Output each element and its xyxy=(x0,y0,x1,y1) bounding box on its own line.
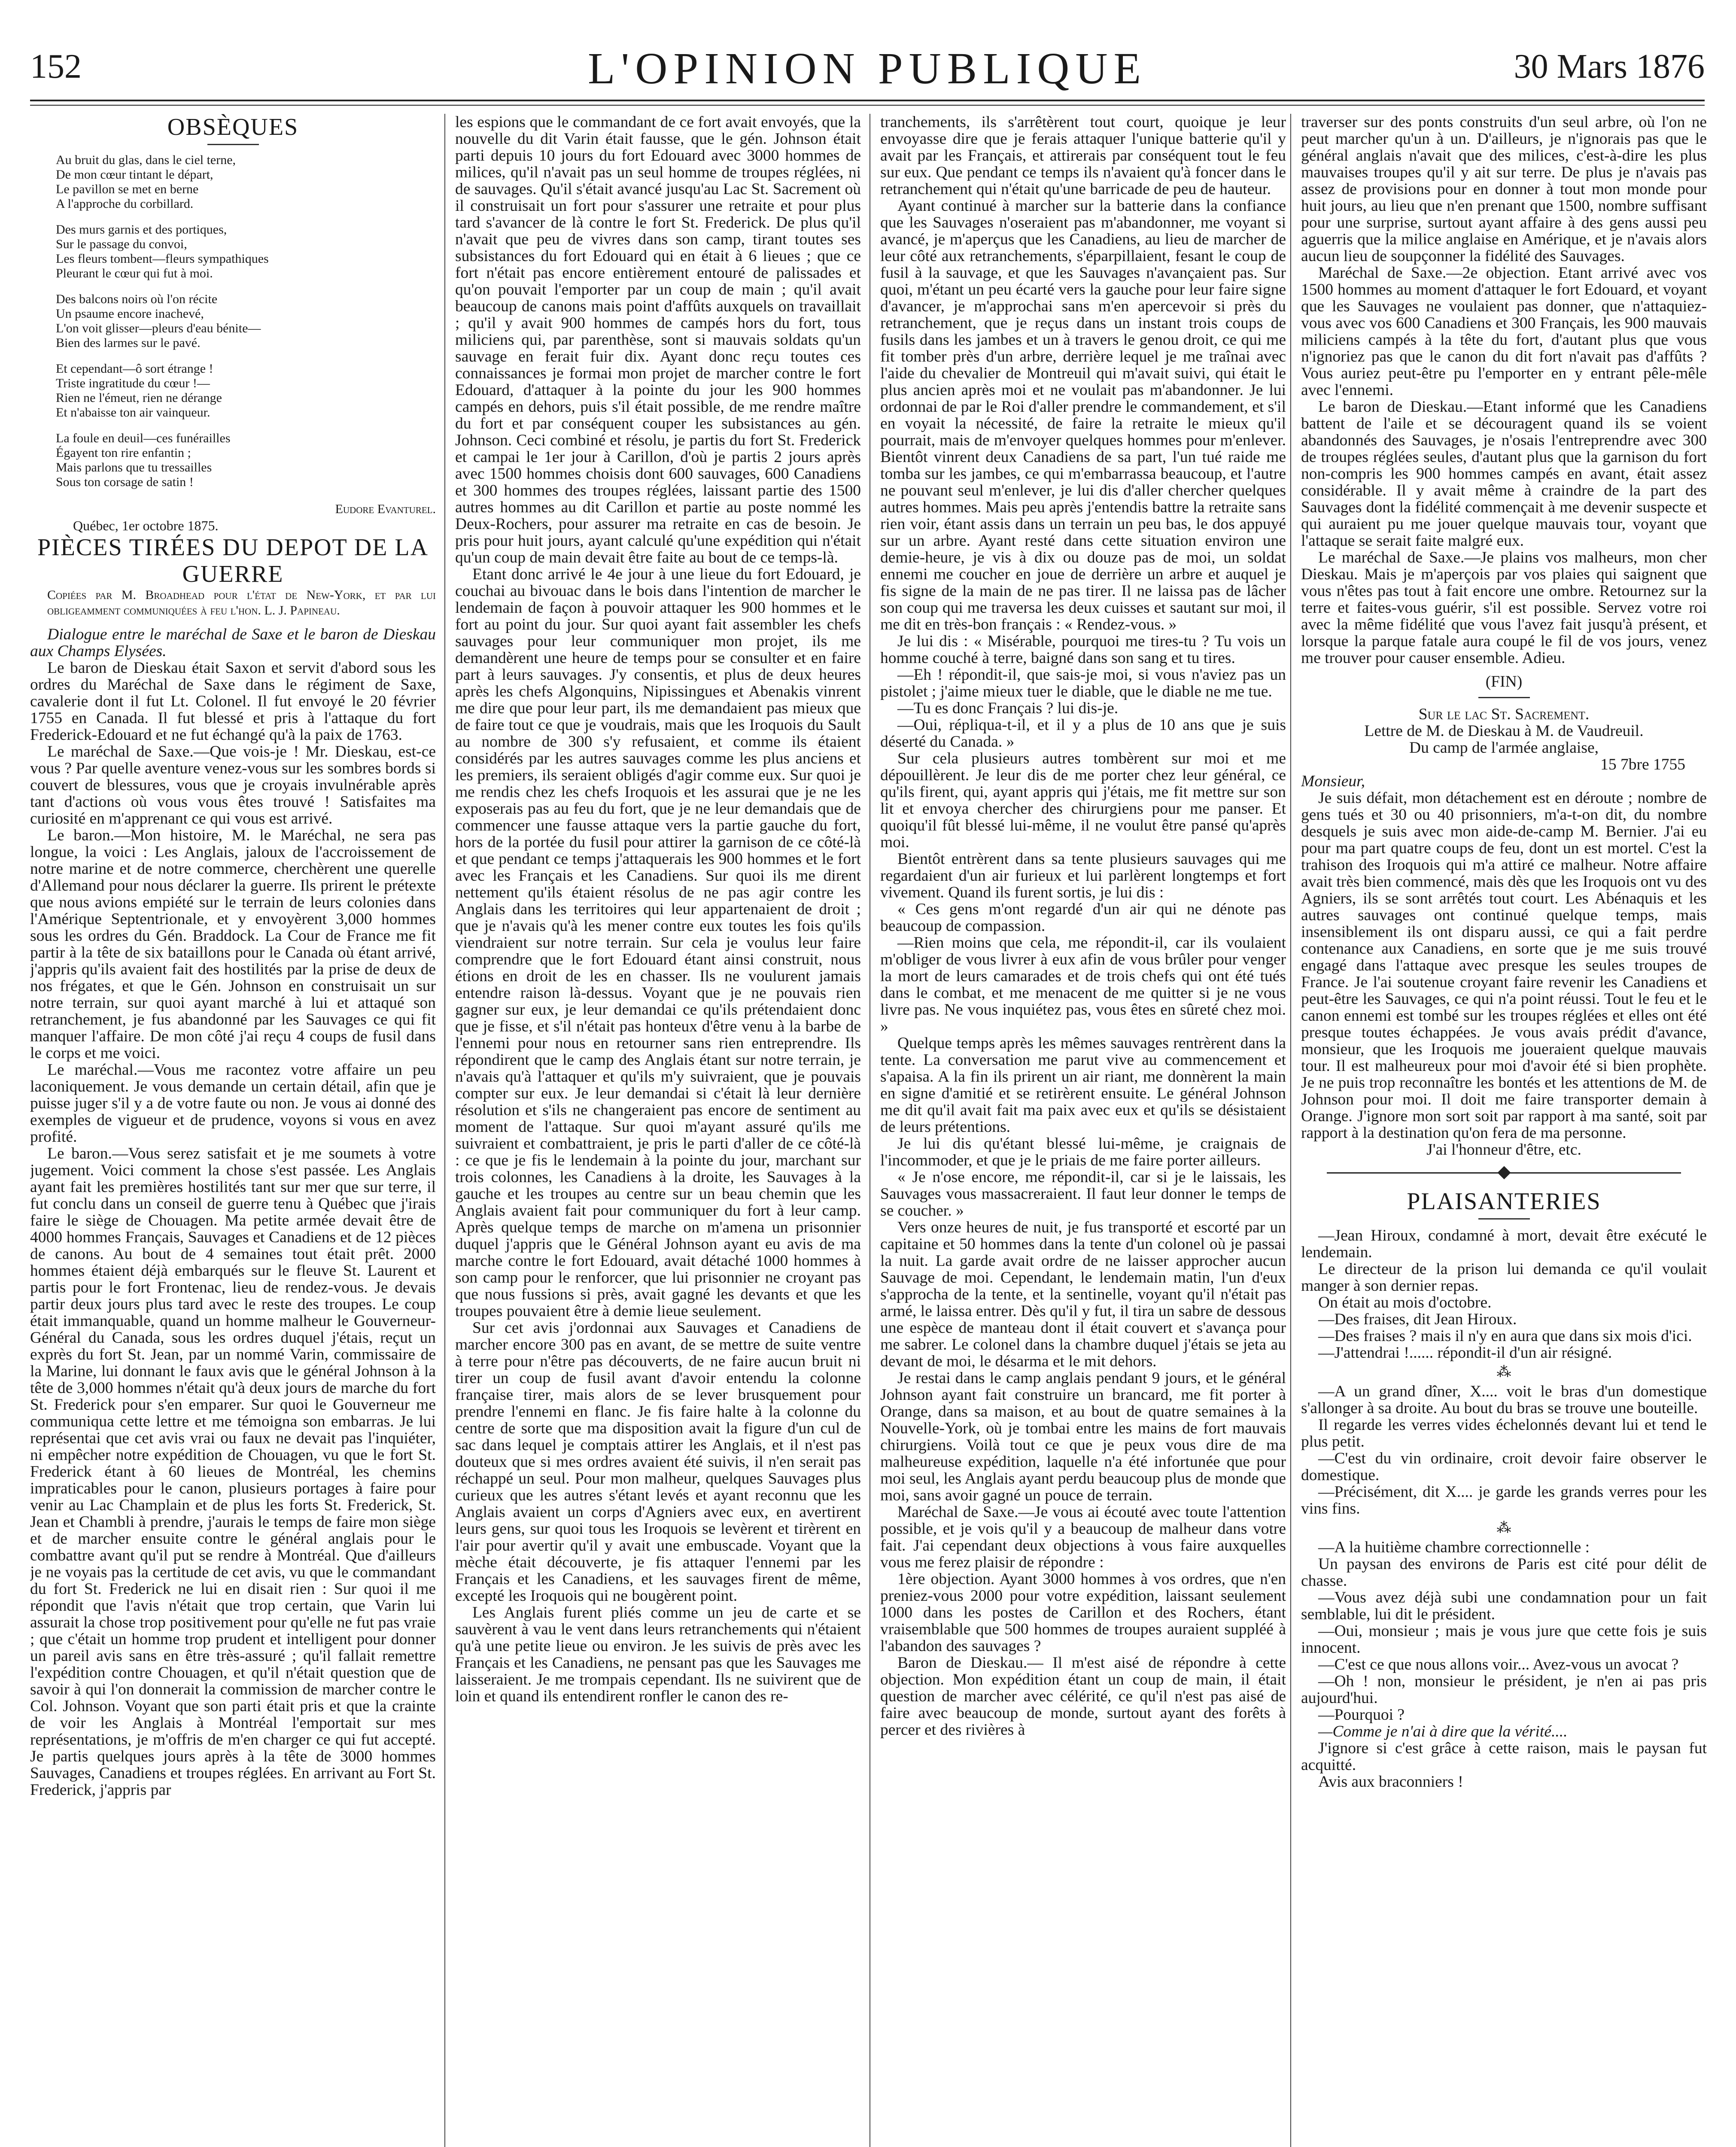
ornamental-divider xyxy=(1301,1167,1707,1180)
issue-date: 30 Mars 1876 xyxy=(1514,48,1705,85)
poem-stanza xyxy=(56,431,436,490)
column-divider xyxy=(444,114,445,2147)
poem xyxy=(30,153,436,490)
poem-dateline: Québec, 1er octobre 1875. xyxy=(73,518,219,533)
joke-paragraph: —Des fraises ? mais il n'y en aura que dans six mois d'ici. xyxy=(1318,1327,1692,1345)
letter-date: 15 7bre 1755 xyxy=(1600,756,1685,773)
poem-line: Sous ton corsage de satin ! xyxy=(56,475,194,489)
article-paragraph: tranchements, ils s'arrêtèrent tout court, quoique je leur envoyasse dire que je ferais attaquer l'unique batterie qu'il y avait par les Français, et attirerais par conséquent tout le feu sur eux. Que pendant ce temps ils n'avaient qu'à foncer dans le retranchement qui n'était qu'une barricade de peu de hauteur. xyxy=(880,114,1286,198)
article-paragraph: Maréchal de Saxe.—2e objection. Etant arrivé avec vos 1500 hommes au moment d'attaquer le fort Edouard, et voyant que les Sauvages ne voulaient pas donner, que n'attaquiez-vous avec vos 600 Canadiens et 300 Français, les 900 mauvais miliciens campés à la tête du fort, d'autant plus que vous n'ignoriez pas que le canon du dit fort n'avait pas d'affûts ? Vous auriez peut-être pu l'emporter en y entrant pêle-mêle avec l'ennemi. xyxy=(1301,264,1707,399)
article-paragraph: Le baron.—Vous serez satisfait et je me soumets à votre jugement. Voici comment la chose s'est passée. Les Anglais ayant fait les premières hostilités tant sur mer que sur terre, il fut conclu dans un conseil de guerre tenu à Québec que j'irais faire le siège de Chouagen. Ma petite armée devait être de 4000 hommes Français, Sauvages et Canadiens et de 12 pièces de canons. Au bout de 4 semaines tout était prêt. 2000 hommes étaient déjà embarqués sur le fleuve St. Laurent et partis pour le fort Frontenac, lieu de rendez-vous. Je devais partir deux jours plus tard avec le reste des troupes. Le coup était immanquable, quand un homme malheur le Gouverneur-Général du Canada, sous les ordres duquel j'étais, reçut un exprès du fort St. Jean, par un nommé Varin, commissaire de la Marine, lui donnant le faux avis que le général Johnson à la tête de 3,000 hommes n'était qu'à deux jours de marche du fort St. Frederick pour s'en emparer. Sur quoi le Gouverneur me communiqua cette lettre et me témoigna son embarras. Je lui représentai que cet avis vrai ou faux ne devait pas l'inquiéter, ni empêcher notre expédition de Chouagen, vu que le fort St. Frederick étant à 60 lieues de Montréal, les chemins impraticables pour le canon, plusieurs portages à faire pour venir au Lac Champlain et de plus les forts St. Frederick, St. Jean et Chambli à prendre, j'aurais le temps de faire mon siège et de marcher ensuite contre le général anglais pour le combattre avant qu'il put se rendre à Montréal. Que d'ailleurs je ne voyais pas la certitude de cet avis, vu que le commandant du fort St. Frederick ne lui en disait rien : Sur quoi il me répondit que l'avis n'était que trop certain, que Varin lui assurait la chose trop positivement pour qu'elle ne fut pas vraie ; que c'était un homme trop prudent et intelligent pour donner un pareil avis sans en être très-assuré ; qu'il fallait remettre l'expédition contre Chouagen, et qu'il n'était question que de savoir à qui l'on donnerait la commission de marcher contre le Col. Johnson. Voyant que son parti était pris et que la crainte de voir les Anglais à Montréal l'emportait sur mes représentations, je m'offris de m'en charger ce qui fut accepté. Je partis quelques jours après à la tête de 3000 hommes Sauvages, Canadiens et troupes réglées. En arrivant au Fort St. Frederick, j'appris par xyxy=(30,1145,436,1799)
header-rule-thin xyxy=(30,105,1705,106)
joke-paragraph: Avis aux braconniers ! xyxy=(1318,1773,1463,1791)
poem-line: Un psaume encore inachevé, xyxy=(56,307,204,321)
poem-stanza xyxy=(56,222,436,281)
column-1 xyxy=(30,114,436,2147)
poem-line: Rien ne l'émeut, rien ne dérange xyxy=(56,391,222,405)
poem-line: De mon cœur tintant le départ, xyxy=(56,167,213,182)
column-2 xyxy=(455,114,861,2147)
joke-paragraph: —C'est du vin ordinaire, croit devoir faire observer le domestique. xyxy=(1301,1450,1707,1484)
asterism: ⁂ xyxy=(1496,1364,1511,1380)
article-paragraph: Sur cet avis j'ordonnai aux Sauvages et Canadiens de marcher encore 300 pas en avant, de se mettre de suite ventre à terre pour n'être pas découverts, de ne faire aucun bruit ni tirer un coup de fusil avant d'avoir entendu la colonne française tirer, mais alors de se lever brusquement pour prendre l'ennemi en flanc. Je fis faire halte à la colonne du centre de sorte que ma disposition avait la figure d'un cul de sac dans lequel je comptais attirer les Anglais, et il n'est pas douteux que si mes ordres avaient été suivis, il n'en serait pas réchappé un seul. Pour mon malheur, quelques Sauvages plus curieux que les autres s'étant levés et ayant reconnu que les Anglais avaient un corps d'Agniers avec eux, en avertirent leurs gens, sur quoi tous les Iroquois se levèrent et tirèrent en l'air pour avertir qu'il y avait une embuscade. Voyant que la mèche était découverte, je fis attaquer l'ennemi par les Français et les Canadiens, et les sauvages firent de même, excepté les Iroquois qui ne bougèrent point. xyxy=(455,1319,861,1605)
column-divider xyxy=(1290,114,1291,2147)
article-paragraph: Ayant continué à marcher sur la batterie dans la confiance que les Sauvages n'oseraient pas m'abandonner, me voyant si avancé, je m'aperçus que les Canadiens, au lieu de marcher de leur côté aux retranchements, s'éparpillaient, fesant le coup de fusil à la sauvage, et que les Sauvages n'avançaient pas. Sur quoi, m'étant un peu écarté vers la gauche pour leur faire signe d'avancer, je m'approchai sans m'en apercevoir si près du retranchement, que je reçus dans un instant trois coups de fusils dans les jambes et un à travers le genou droit, ce qui me fit tomber près d'un arbre, derrière lequel je me traînai avec l'aide du chevalier de Montreuil qui m'avait suivi, qui était le plus ancien après moi et ne voulait pas m'abandonner. Je lui ordonnai de par le Roi d'aller prendre le commandement, et s'il en voyait la nécessité, de faire la retraite le mieux qu'il pourrait, mais de m'envoyer quelques hommes pour m'enlever. Bientôt vinrent deux Canadiens de sa part, l'un tué raide me tomba sur les jambes, ce qui m'embarrassa beaucoup, et l'autre ne pouvant seul m'enlever, je lui dis d'aller chercher quelques autres hommes. Mais peu après j'entendis battre la retraite sans rien voir, étant assis dans un terrain un peu bas, le dos appuyé sur un arbre. Ayant resté dans cette situation environ une demie-heure, je vis à dix ou douze pas de moi, un soldat ennemi me coucher en joue de derrière un arbre et auquel je fis signe de la main de ne pas tirer. Il ne laissa pas de lâcher son coup qui me traversa les deux cuisses et sautant sur moi, il me dit en très-bon français : « Rendez-vous. » xyxy=(880,197,1286,633)
poem-line: Au bruit du glas, dans le ciel terne, xyxy=(56,153,236,167)
joke-paragraph: —Oui, monsieur ; mais je vous jure que cette fois je suis innocent. xyxy=(1301,1622,1707,1657)
poem-stanza xyxy=(56,292,436,350)
column-4 xyxy=(1301,114,1707,2147)
page-header xyxy=(30,39,1705,99)
joke-paragraph: —C'est ce que nous allons voir... Avez-vous un avocat ? xyxy=(1318,1656,1679,1673)
article-paragraph: —Oui, répliqua-t-il, et il y a plus de 10 ans que je suis déserté du Canada. » xyxy=(880,716,1286,751)
letter-place: Du camp de l'armée anglaise, xyxy=(1409,739,1599,757)
poem-line: Pleurant le cœur qui fut à moi. xyxy=(56,266,213,280)
poem-line: Sur le passage du convoi, xyxy=(56,237,187,251)
article-paragraph: Etant donc arrivé le 4e jour à une lieue du fort Edouard, je couchai au bivouac dans le bois dans l'intention de marcher le lendemain de façon à pouvoir attaquer les 900 hommes et le fort au point du jour. Sur quoi ayant fait assembler les chefs sauvages pour leur communiquer mon projet, ils me demandèrent une heure de temps pour se consulter et en faire part à leurs sauvages. J'y consentis, et plus de deux heures après les chefs Algonquins, Nipissingues et Abenakis vinrent me dire que pour leur part, ils me demandaient pas mieux que de faire tout ce que je voudrais, mais que les Iroquois du Sault au nombre de 300 s'y refusaient, et comme ils étaient considérés par les autres sauvages comme les plus anciens et les premiers, ils seraient obligés d'agir comme eux. Sur quoi je me rendis chez les chefs Iroquois et les assurai que je ne les exposerais pas au feu du fort, que je ne leur demandais que de commencer une fausse attaque vers la partie gauche du fort, hors de la portée du fusil pour attirer la garnison de ce côté-là et que pendant ce temps j'attaquerais les 900 hommes et le fort avec les Français et les Canadiens. Sur quoi ils me dirent nettement qu'ils étaient résolus de ne pas agir contre les Anglais dans les territoires qui leur appartenaient de droit ; que je n'avais qu'à les mener contre eux toutes les fois qu'ils viendraient sur notre terrain. Sur cela je voulus leur faire comprendre que le fort Edouard étant ainsi construit, nous étions en droit de les en chasser. Ils ne voulurent jamais entendre raison là-dessus. Voyant que je ne pouvais rien gagner sur eux, je leur demandai ce qu'ils prétendaient donc que je fisse, et s'il n'était pas honteux d'être venu à la barbe de l'ennemi pour nous en retourner sans rien entreprendre. Ils répondirent que le camp des Anglais étant sur notre terrain, je n'avais qu'à l'attaquer et qu'ils m'y suivraient, que je pouvais compter sur eux. Je leur demandai si c'était là leur dernière résolution et s'ils ne changeraient pas encore de sentiment au moment de l'attaque. Sur quoi m'ayant assuré qu'ils me suivraient et combattraient, je pris le parti d'aller de ce côté-là : ce que je fis le lendemain à la pointe du jour, marchant sur trois colonnes, les Canadiens à la droite, les Sauvages à la gauche et les troupes au centre sur un beau chemin que les Anglais avaient fait pour communiquer du fort à leur camp. Après quelque temps de marche on m'amena un prisonnier duquel j'appris que le Général Johnson ayant eu avis de ma marche contre le fort Edouard, avait détaché 1000 hommes à son camp pour le renforcer, que lui prisonnier ne croyant pas que nous fussions si près, avait gagné les devants et que les troupes pouvaient être à demie lieue seulement. xyxy=(455,566,861,1320)
article-paragraph: Dialogue entre le maréchal de Saxe et le baron de Dieskau aux Champs Elysées. xyxy=(30,626,436,660)
article-paragraph: Je lui dis : « Misérable, pourquoi me tires-tu ? Tu vois un homme couché à terre, baigné dans son sang et tu tires. xyxy=(880,633,1286,667)
joke-paragraph: —Des fraises, dit Jean Hiroux. xyxy=(1318,1311,1517,1328)
article-paragraph: traverser sur des ponts construits d'un seul arbre, où l'on ne peut marcher qu'un à un. D'ailleurs, je n'ignorais pas que le général anglais n'avait que des milices, c'est-à-dire les plus mauvaises troupes qu'il y ait sur terre. De plus je n'avais pas assez de provisions pour en donner à tout mon monde pour huit jours, au lieu que n'en prenant que 1500, nombre suffisant pour une surprise, surtout ayant affaire à des gens aussi peu aguerris que la milice anglaise en Amérique, et je n'avais alors aucun lieu de soupçonner la fidélité des Sauvages. xyxy=(1301,114,1707,265)
article-paragraph: Le baron de Dieskau était Saxon et servit d'abord sous les ordres du Maréchal de Saxe dans le régiment de Saxe, cavalerie dont il fut Lt. Colonel. Il fut envoyé le 20 février 1755 en Canada. Il fut blessé et pris à l'attaque du fort Frederick-Edouard et ne fut échangé qu'à la paix de 1763. xyxy=(30,659,436,744)
letter-heading: Sur le lac St. Sacrement. xyxy=(1418,706,1590,723)
article-paragraph: —Eh ! répondit-il, que sais-je moi, si vous n'aviez pas un pistolet ; j'aime mieux tuer le diable, que le diable ne me tue. xyxy=(880,666,1286,700)
poem-line: Bien des larmes sur le pavé. xyxy=(56,336,201,350)
article-paragraph: Le baron.—Mon histoire, M. le Maréchal, ne sera pas longue, la voici : Les Anglais, jaloux de l'accroissement de notre marine et de notre commerce, cherchèrent une querelle d'Allemand pour nous déclarer la guerre. Ils prirent le prétexte que nous avions empiété sur le terrain de leurs colonies dans l'Amérique Septentrionale, et y envoyèrent 3,000 hommes sous les ordres du Gén. Braddock. La Cour de France me fit partir à la tête de six bataillons pour le Canada où étant arrivé, j'appris qu'ils avaient fait des hostilités par la prise de deux de nos frégates, et que le Gén. Johnson en construisait un sur notre terrain, sur quoi ayant marché à lui et attaqué son retranchement, je fus abandonné par les Sauvages ce qui fit manquer l'affaire. De mon côté j'ai reçu 4 coups de fusil dans le corps et me voici. xyxy=(30,827,436,1062)
joke-paragraph: —Jean Hiroux, condamné à mort, devait être exécuté le lendemain. xyxy=(1301,1227,1707,1261)
poem-stanza xyxy=(56,153,436,211)
article-paragraph: Je lui dis qu'étant blessé lui-même, je craignais de l'incommoder, et que je le priais de me faire porter ailleurs. xyxy=(880,1135,1286,1169)
joke-paragraph: J'ignore si c'est grâce à cette raison, mais le paysan fut acquitté. xyxy=(1301,1739,1707,1774)
article-paragraph: Quelque temps après les mêmes sauvages rentrèrent dans la tente. La conversation me parut vive au commencement et s'apaisa. A la fin ils prirent un air riant, me donnèrent la main en signe d'amitié et se retirèrent ensuite. Le général Johnson me dit qu'il avait fait ma paix avec eux et qu'ils se désistaient de leurs prétentions. xyxy=(880,1034,1286,1136)
joke-paragraph: Il regarde les verres vides échelonnés devant lui et tend le plus petit. xyxy=(1301,1416,1707,1451)
end-marker: (FIN) xyxy=(1485,673,1523,690)
column-3 xyxy=(880,114,1286,2147)
plaisanteries-title: PLAISANTERIES xyxy=(1407,1188,1601,1215)
poem-signature: Eudore Evanturel. xyxy=(335,502,436,516)
header-rule-thick xyxy=(30,100,1705,101)
section-rule xyxy=(1478,697,1530,698)
poem-line: Et cependant—ô sort étrange ! xyxy=(56,362,213,376)
poem-line: A l'approche du corbillard. xyxy=(56,197,194,211)
letter-salutation: Monsieur, xyxy=(1301,772,1365,790)
journal-title: L'OPINION PUBLIQUE xyxy=(587,44,1147,93)
article-paragraph: « Je n'ose encore, me répondit-il, car si je le laissais, les Sauvages vous massacreraient. Il faut leur donner le temps de se coucher. » xyxy=(880,1168,1286,1219)
joke-paragraph: —J'attendrai !...... répondit-il d'un air résigné. xyxy=(1318,1344,1612,1362)
article-title: PIÈCES TIRÉES DU DEPOT DE LA GUERRE xyxy=(37,534,429,587)
poem-line: Des balcons noirs où l'on récite xyxy=(56,292,218,306)
poem-line: Des murs garnis et des portiques, xyxy=(56,222,227,237)
joke-paragraph: —Pourquoi ? xyxy=(1318,1706,1405,1724)
asterism: ⁂ xyxy=(1496,1520,1511,1536)
article-paragraph: Je restai dans le camp anglais pendant 9 jours, et le général Johnson ayant fait construire un brancard, me fit porter à Orange, dans sa maison, et au bout de quatre semaines à la Nouvelle-York, où je tombai entre les mains de fort mauvais chirurgiens. Voilà tout ce que je peux vous dire de ma malheureuse expédition, laquelle n'a été infortunée que pour moi seul, les Anglais ayant perdu beaucoup plus de monde que moi, sans avoir gagné un pouce de terrain. xyxy=(880,1369,1286,1504)
joke-paragraph: —A un grand dîner, X.... voit le bras d'un domestique s'allonger à sa droite. Au bout du bras se trouve une bouteille. xyxy=(1301,1383,1707,1417)
poem-line: Le pavillon se met en berne xyxy=(56,182,199,196)
poem-line: L'on voit glisser—pleurs d'eau bénite— xyxy=(56,321,261,335)
joke-paragraph: Le directeur de la prison lui demanda ce qu'il voulait manger à son dernier repas. xyxy=(1301,1260,1707,1295)
article-paragraph: Maréchal de Saxe.—Je vous ai écouté avec toute l'attention possible, et je vois qu'il y a beaucoup de malheur dans votre fait. J'ai cependant deux objections à vous faire auxquelles vous me ferez plaisir de répondre : xyxy=(880,1503,1286,1571)
joke-paragraph: —Vous avez déjà subi une condamnation pour un fait semblable, lui dit le président. xyxy=(1301,1589,1707,1623)
letter-body: Je suis défait, mon détachement est en déroute ; nombre de gens tués et 30 ou 40 prisonniers, m'a-t-on dit, du nombre desquels je suis avec mon aide-de-camp M. Bernier. J'ai eu pour ma part quatre coups de feu, dont un est mortel. C'est la trahison des Iroquois qui m'a attiré ce malheur. Notre affaire avait très bien commencé, mais dès que les Iroquois ont vu des Agniers, ils se sont arrêtés tout court. Les Abénaquis et les autres sauvages ont continué quelque temps, mais insensiblement ils ont disparu aussi, ce qui a fait perdre contenance aux Canadiens, en sorte que je me suis trouvé engagé dans l'attaque avec presque les seules troupes de France. Je l'ai soutenue croyant faire revenir les Canadiens et peut-être les Sauvages, ce qui n'a point réussi. Tout le feu et le canon ennemi est tombé sur les troupes réglées et elles ont été presque toutes échappées. Je vous avais prédit d'avance, monsieur, que les Iroquois me joueraient quelque mauvais tour. Il est malheureux pour moi d'avoir été si bien prophète. Je ne puis trop reconnaître les bontés et les attentions de M. de Johnson pour moi. Il doit me faire transporter demain à Orange. J'ignore mon sort soit par rapport à ma santé, soit par rapport à la destination qu'on fera de ma personne. xyxy=(1301,789,1707,1142)
letter-closing: J'ai l'honneur d'être, etc. xyxy=(1426,1141,1581,1159)
title-rule xyxy=(1478,1218,1530,1219)
article-source-note: Copiées par M. Broadhead pour l'état de New-York, et par lui obligeamment communiquées à feu l'hon. L. J. Papineau. xyxy=(47,588,436,617)
letter-subtitle: Lettre de M. de Dieskau à M. de Vaudreuil. xyxy=(1364,722,1644,740)
article-paragraph: —Tu es donc Français ? lui dis-je. xyxy=(897,699,1119,717)
poem-line: Triste ingratitude du cœur !— xyxy=(56,376,210,390)
article-paragraph: Le maréchal de Saxe.—Je plains vos malheurs, mon cher Dieskau. Mais je m'aperçois par vos plaies qui saignent que vous n'êtes pas tout à fait encore une ombre. Retournez sur la terre et faites-vous guérir, s'il est possible. Servez votre roi avec la même fidélité que vous l'avez fait jusqu'à présent, et lorsque la parque fatale aura coupé le fil de vos jours, venez me trouver pour causer ensemble. Adieu. xyxy=(1301,549,1707,667)
poem-line: La foule en deuil—ces funérailles xyxy=(56,431,231,445)
joke-paragraph: —A la huitième chambre correctionnelle : xyxy=(1318,1539,1590,1556)
article-paragraph: Le baron de Dieskau.—Etant informé que les Canadiens battent de l'aile et se découragent quand ils se voient abandonnés des Sauvages, je n'osais l'entreprendre avec 300 de troupes réglées seules, d'autant plus que la garnison du fort non-compris les 900 hommes campés en avant, était assez considérable. Il y avait même à craindre de la part des Sauvages dont la fidélité commençait à me devenir suspecte et qui auraient pu me jouer quelque mauvais tour, voyant que l'attaque se serait faite malgré eux. xyxy=(1301,398,1707,550)
poem-line: Mais parlons que tu tressailles xyxy=(56,460,212,474)
article-paragraph: Vers onze heures de nuit, je fus transporté et escorté par un capitaine et 50 hommes dans la tente d'un colonel où je passai la nuit. La garde avait ordre de ne laisser approcher aucun Sauvage de moi. Cependant, le lendemain matin, l'un d'eux s'approcha de la tente, et la sentinelle, voyant qu'il n'était pas armé, le laissa entrer. Dès qu'il y fut, il tira un sabre de dessous une espèce de manteau dont il était couvert et s'avança pour me sabrer. Le colonel dans la chambre duquel j'étais se jeta au devant de moi, le désarma et le mit dehors. xyxy=(880,1219,1286,1370)
article-paragraph: Baron de Dieskau.— Il m'est aisé de répondre à cette objection. Mon expédition étant un coup de main, il était question de marcher avec célérité, ce qu'il n'est pas aisé de faire avec beaucoup de monde, surtout ayant des forêts à percer et des rivières à xyxy=(880,1654,1286,1739)
article-paragraph: Bientôt entrèrent dans sa tente plusieurs sauvages qui me regardaient d'un air furieux et lui parlèrent longtemps et fort vivement. Quand ils furent sortis, je lui dis : xyxy=(880,850,1286,901)
article-paragraph: Le maréchal de Saxe.—Que vois-je ! Mr. Dieskau, est-ce vous ? Par quelle aventure venez-vous sur les sombres bords si couvert de blessures, vous que je croyais invulnérable après tant d'actions où vous vous êtes trouvé ! Satisfaites ma curiosité en m'apprenant ce qui vous est arrivé. xyxy=(30,743,436,827)
joke-paragraph: On était au mois d'octobre. xyxy=(1318,1294,1492,1311)
joke-paragraph: —Précisément, dit X.... je garde les grands verres pour les vins fins. xyxy=(1301,1483,1707,1517)
article-paragraph: Le maréchal.—Vous me racontez votre affaire un peu laconiquement. Je vous demande un certain détail, afin que je puisse juger s'il y a de votre faute ou non. Je vous ai donné des exemples de vigueur et de prudence, voyons si vous en avez profité. xyxy=(30,1061,436,1146)
article-paragraph: Les Anglais furent pliés comme un jeu de carte et se sauvèrent à vau le vent dans leurs retranchements qui n'étaient qu'à une petite lieue ou environ. Je les suivis de près avec les Français et les Canadiens, ne pensant pas que les Sauvages me laisseraient. Je me trompais cependant. Ils ne suivirent que de loin et quand ils entendirent ronfler le canon des re- xyxy=(455,1604,861,1705)
poem-line: Et n'abaisse ton air vainqueur. xyxy=(56,405,210,420)
article-paragraph: « Ces gens m'ont regardé d'un air qui ne dénote pas beaucoup de compassion. xyxy=(880,900,1286,935)
title-rule xyxy=(207,144,259,145)
poem-title: OBSÈQUES xyxy=(167,114,299,140)
article-paragraph: Sur cela plusieurs autres tombèrent sur moi et me dépouillèrent. Je leur dis de me porter chez leur général, ce qu'ils firent, qui, ayant appris qui j'étais, me fit mettre sur son lit et envoya chercher des chirurgiens pour me panser. Et quoiqu'il fût blessé lui-même, il ne voulut être pansé qu'après moi. xyxy=(880,750,1286,851)
poem-line: Égayent ton rire enfantin ; xyxy=(56,446,191,460)
article-paragraph: —Rien moins que cela, me répondit-il, car ils voulaient m'obliger de vous livrer à eux afin de vous brûler pour venger la mort de leurs camarades et de trois chefs qui ont été tués dans le combat, et me menacent de me quitter si je ne vous livre pas. Ne vous inquiétez pas, vous êtes en sûreté chez moi. » xyxy=(880,934,1286,1035)
article-paragraph: les espions que le commandant de ce fort avait envoyés, que la nouvelle du dit Varin était fausse, que le gén. Johnson était parti depuis 10 jours du fort Edouard avec 3000 hommes de milices, qu'il n'avait pas un seul homme de troupes réglées, ni de sauvages. Qu'il s'était avancé jusqu'au Lac St. Sacrement où il construisait un fort pour s'assurer une retraite et pour plus tard s'avancer de là contre le fort St. Frederick. De plus qu'il n'avait que peu de vivres dans son camp, tirant toutes ses subsistances du fort Edouard qui en était à 6 lieues ; que ce fort n'était pas encore entièrement entouré de palissades et qu'on pouvait l'emporter par un coup de main ; qu'il avait beaucoup de canons mais point d'affûts auxquels on travaillait ; qu'il y avait 900 hommes de campés hors du fort, tous miliciens qui, par parenthèse, sont si mauvais soldats qu'un sauvage en ferait fuir dix. Ayant donc reçu toutes ces connaissances je formai mon projet de marcher contre le fort Edouard, d'attaquer à la pointe du jour les 900 hommes campés en dehors, puis s'il était possible, de me rendre maître du fort et par conséquent couper les subsistances au gén. Johnson. Ceci combiné et résolu, je partis du fort St. Frederick et campai le 1er jour à Carillon, d'où je partis 2 jours après avec 1500 hommes choisis dont 600 sauvages, 600 Canadiens et 300 hommes des troupes réglées, laissant partie des 1500 autres hommes au dit Carillon et partie au poste nommé les Deux-Rochers, pour assurer ma retraite en cas de besoin. Je pris pour huit jours, ayant calculé qu'une expédition qui n'était qu'un coup de main devait être faite au bout de ce temps-là. xyxy=(455,114,861,566)
article-paragraph: 1ère objection. Ayant 3000 hommes à vos ordres, que n'en preniez-vous 2000 pour votre expédition, laissant seulement 1000 dans les postes de Carillon et des Rochers, étant vraisemblable que 500 hommes de troupes auraient suppléé à l'abandon des sauvages ? xyxy=(880,1570,1286,1655)
joke-paragraph: —Oh ! non, monsieur le président, je n'en ai pas pris aujourd'hui. xyxy=(1301,1673,1707,1707)
poem-stanza xyxy=(56,362,436,420)
page-number: 152 xyxy=(30,48,82,85)
joke-paragraph: —Comme je n'ai à dire que la vérité.... xyxy=(1318,1723,1568,1740)
joke-paragraph: Un paysan des environs de Paris est cité pour délit de chasse. xyxy=(1301,1555,1707,1590)
poem-line: Les fleurs tombent—fleurs sympathiques xyxy=(56,252,269,266)
